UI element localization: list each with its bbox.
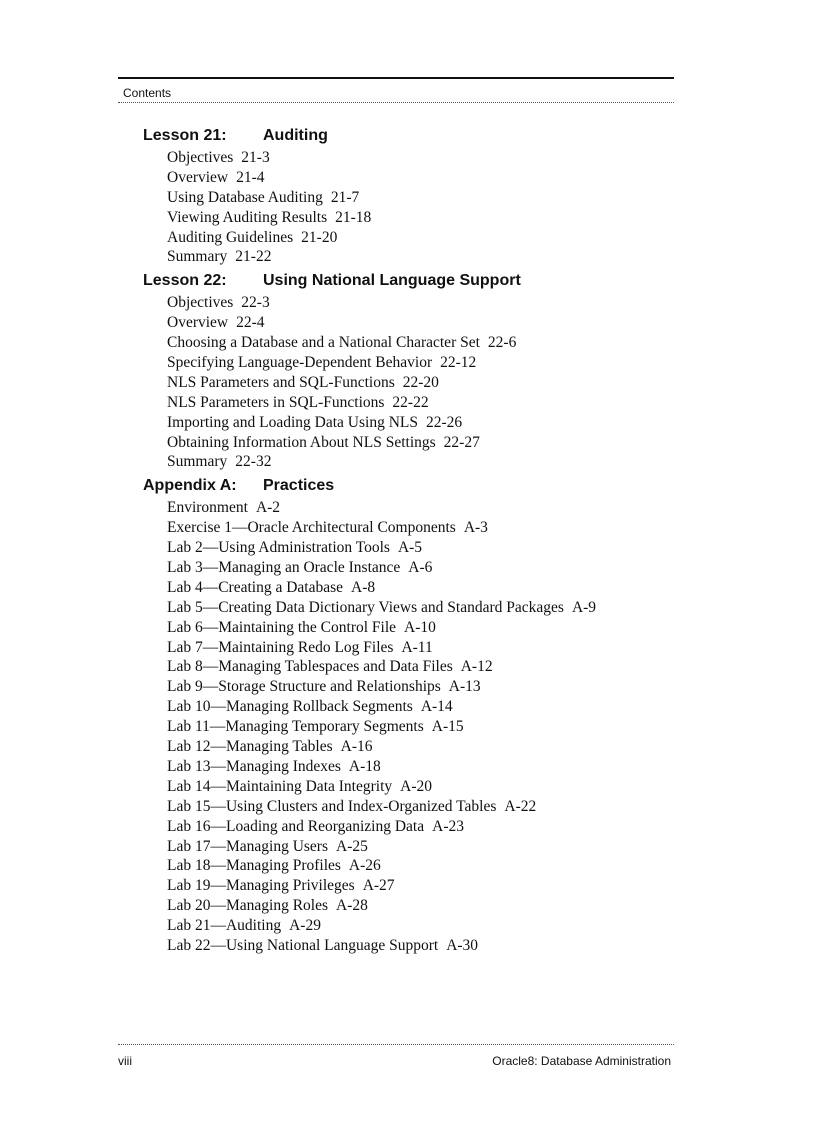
toc-entry-page: 21-4 [236, 168, 265, 186]
toc-entry-title: Lab 6—Maintaining the Control File [167, 618, 397, 636]
toc-entry-list [167, 148, 703, 267]
toc-entry-page: A-10 [404, 618, 436, 636]
toc-entry-page: A-27 [362, 877, 395, 895]
toc-section [143, 474, 703, 955]
toc-entry[interactable] [167, 777, 703, 797]
toc-entry-page: A-29 [289, 917, 321, 935]
footer-row [118, 1054, 674, 1068]
toc-entry-page: A-20 [400, 777, 432, 795]
toc-entry-page: 22-4 [236, 314, 265, 332]
toc-entry[interactable] [167, 856, 703, 876]
toc-entry-page: 22-26 [425, 413, 463, 431]
toc-entry[interactable] [167, 618, 703, 638]
toc-entry-page: 21-3 [241, 149, 270, 166]
toc-entry[interactable] [167, 598, 703, 618]
toc-entry-title: Lab 16—Loading and Reorganizing Data [167, 817, 425, 835]
toc-entry-page: 22-27 [443, 433, 480, 451]
section-heading [143, 474, 703, 497]
toc-entry-title: Objectives [167, 294, 234, 312]
toc-entry[interactable] [167, 518, 703, 538]
toc-entry[interactable] [167, 817, 703, 837]
toc-entry[interactable] [167, 916, 703, 936]
toc-entry[interactable] [167, 896, 703, 916]
toc-entry-title: Lab 4—Creating a Database [167, 578, 344, 596]
toc-entry[interactable] [167, 208, 703, 228]
toc-entry[interactable] [167, 373, 703, 393]
section-number: Lesson 22: [143, 272, 227, 290]
toc-entry-title: Lab 22—Using National Language Support [167, 936, 439, 954]
toc-entry-page: 22-32 [235, 453, 272, 471]
toc-entry-title: Lab 14—Maintaining Data Integrity [167, 777, 393, 795]
toc-entry-list [167, 293, 703, 472]
toc-entry[interactable] [167, 353, 703, 373]
section-title: Practices [263, 477, 335, 495]
toc-entry-title: Lab 12—Managing Tables [167, 738, 333, 756]
toc-entry-title: Viewing Auditing Results [167, 208, 328, 226]
toc-entry[interactable] [167, 638, 703, 658]
toc-entry-title: Lab 21—Auditing [167, 917, 282, 935]
toc-entry-title: Specifying Language-Dependent Behavior [167, 354, 433, 372]
toc-entry[interactable] [167, 578, 703, 598]
header-rule [118, 77, 674, 79]
toc-entry[interactable] [167, 452, 703, 472]
toc-entry[interactable] [167, 168, 703, 188]
toc-entry-page: 22-22 [392, 393, 429, 411]
toc-entry[interactable] [167, 393, 703, 413]
section-title: Auditing [263, 127, 328, 144]
toc-entry-page: A-3 [463, 519, 488, 537]
header-dotted-rule [118, 102, 674, 103]
toc-entry-page: A-9 [571, 598, 597, 616]
toc-entry[interactable] [167, 757, 703, 777]
toc-entry[interactable] [167, 538, 703, 558]
toc-entry-title: Objectives [167, 149, 234, 166]
toc-entry-title: Lab 2—Using Administration Tools [167, 539, 390, 557]
toc-entry-title: Lab 19—Managing Privileges [167, 877, 355, 895]
toc-entry[interactable] [167, 313, 703, 333]
footer-page-number: viii [118, 1054, 132, 1068]
toc-entry[interactable] [167, 333, 703, 353]
toc-entry-page: A-5 [397, 539, 423, 557]
toc-entry-page: A-11 [401, 638, 433, 656]
toc-entry-page: A-18 [348, 757, 381, 775]
footer-book-title: Oracle8: Database Administration [492, 1054, 671, 1068]
toc-entry-page: A-16 [340, 738, 373, 756]
toc-entry[interactable] [167, 737, 703, 757]
toc-entry[interactable] [167, 717, 703, 737]
toc-entry-page: 21-7 [330, 188, 360, 206]
table-of-contents [143, 124, 703, 958]
toc-entry-title: Lab 10—Managing Rollback Segments [167, 698, 413, 716]
toc-entry-title: Lab 15—Using Clusters and Index-Organized Tables [167, 797, 497, 815]
toc-entry-title: Lab 5—Creating Data Dictionary Views and Standard Packages [167, 598, 564, 616]
toc-entry-page: 21-18 [335, 208, 372, 226]
toc-entry[interactable] [167, 677, 703, 697]
toc-entry[interactable] [167, 188, 703, 208]
toc-entry[interactable] [167, 837, 703, 857]
toc-entry-title: Obtaining Information About NLS Settings [167, 433, 436, 451]
toc-entry[interactable] [167, 697, 703, 717]
section-heading [143, 269, 703, 292]
toc-entry-title: Lab 17—Managing Users [167, 837, 328, 855]
toc-entry-page: A-23 [432, 817, 464, 835]
toc-entry-page: 21-20 [301, 228, 338, 246]
toc-entry-title: NLS Parameters in SQL-Functions [167, 393, 385, 411]
toc-section [143, 269, 703, 472]
toc-entry[interactable] [167, 413, 703, 433]
toc-entry[interactable] [167, 228, 703, 248]
toc-entry-title: Choosing a Database and a National Character Set [167, 334, 480, 352]
toc-entry-title: Lab 13—Managing Indexes [167, 757, 341, 775]
toc-entry-page: 21-22 [235, 248, 272, 266]
toc-entry-title: Exercise 1—Oracle Architectural Components [167, 519, 456, 537]
toc-entry-page: A-13 [448, 678, 481, 696]
section-title: Using National Language Support [263, 272, 521, 290]
toc-entry-title: Lab 8—Managing Tablespaces and Data Files [167, 658, 453, 676]
toc-entry-page: 22-20 [402, 373, 439, 391]
toc-entry-title: Lab 20—Managing Roles [167, 897, 329, 915]
toc-entry-title: NLS Parameters and SQL-Functions [167, 373, 395, 391]
running-header [118, 77, 674, 103]
footer-dotted-rule [118, 1044, 674, 1045]
toc-entry-page: A-22 [504, 797, 537, 815]
toc-entry-page: A-26 [348, 857, 381, 875]
toc-entry-title: Importing and Loading Data Using NLS [167, 413, 418, 431]
toc-entry-title: Using Database Auditing [167, 188, 323, 206]
header-label: Contents [123, 86, 172, 100]
toc-entry[interactable] [167, 148, 703, 168]
section-number: Appendix A: [143, 477, 237, 495]
toc-entry-title: Auditing Guidelines [167, 228, 294, 246]
toc-entry-page: A-28 [336, 897, 368, 915]
toc-entry-page: A-12 [460, 658, 493, 676]
toc-entry-title: Lab 18—Managing Profiles [167, 857, 341, 875]
toc-entry[interactable] [167, 293, 703, 313]
toc-entry-title: Lab 9—Storage Structure and Relationships [167, 678, 441, 696]
toc-entry-page: A-30 [446, 936, 479, 954]
toc-entry[interactable] [167, 498, 703, 518]
toc-entry-title: Summary [167, 248, 228, 266]
toc-entry-page: A-8 [351, 578, 376, 596]
toc-entry-title: Summary [167, 453, 228, 471]
toc-entry-title: Lab 11—Managing Temporary Segments [167, 718, 424, 736]
toc-entry[interactable] [167, 558, 703, 578]
section-number: Lesson 21: [143, 127, 227, 144]
toc-section [143, 124, 703, 267]
section-heading [143, 124, 703, 147]
toc-entry-page: 22-3 [241, 294, 270, 312]
toc-entry-page: 22-6 [487, 334, 517, 352]
toc-entry[interactable] [167, 657, 703, 677]
toc-entry-title: Lab 3—Managing an Oracle Instance [167, 559, 401, 577]
toc-entry[interactable] [167, 876, 703, 896]
toc-entry[interactable] [167, 433, 703, 453]
toc-entry[interactable] [167, 936, 703, 956]
toc-entry[interactable] [167, 797, 703, 817]
toc-entry-page: A-6 [408, 559, 433, 577]
toc-entry-title: Lab 7—Maintaining Redo Log Files [167, 638, 394, 656]
toc-entry[interactable] [167, 247, 703, 267]
toc-entry-page: A-2 [255, 499, 281, 517]
running-footer [118, 1044, 674, 1068]
toc-entry-title: Overview [167, 314, 229, 332]
toc-entry-page: A-14 [420, 698, 453, 716]
toc-entry-title: Overview [167, 168, 229, 186]
toc-entry-page: 22-12 [440, 354, 477, 372]
toc-entry-page: A-25 [336, 837, 368, 855]
toc-entry-list [167, 498, 703, 955]
toc-entry-page: A-15 [431, 718, 464, 736]
toc-entry-title: Environment [167, 499, 248, 517]
